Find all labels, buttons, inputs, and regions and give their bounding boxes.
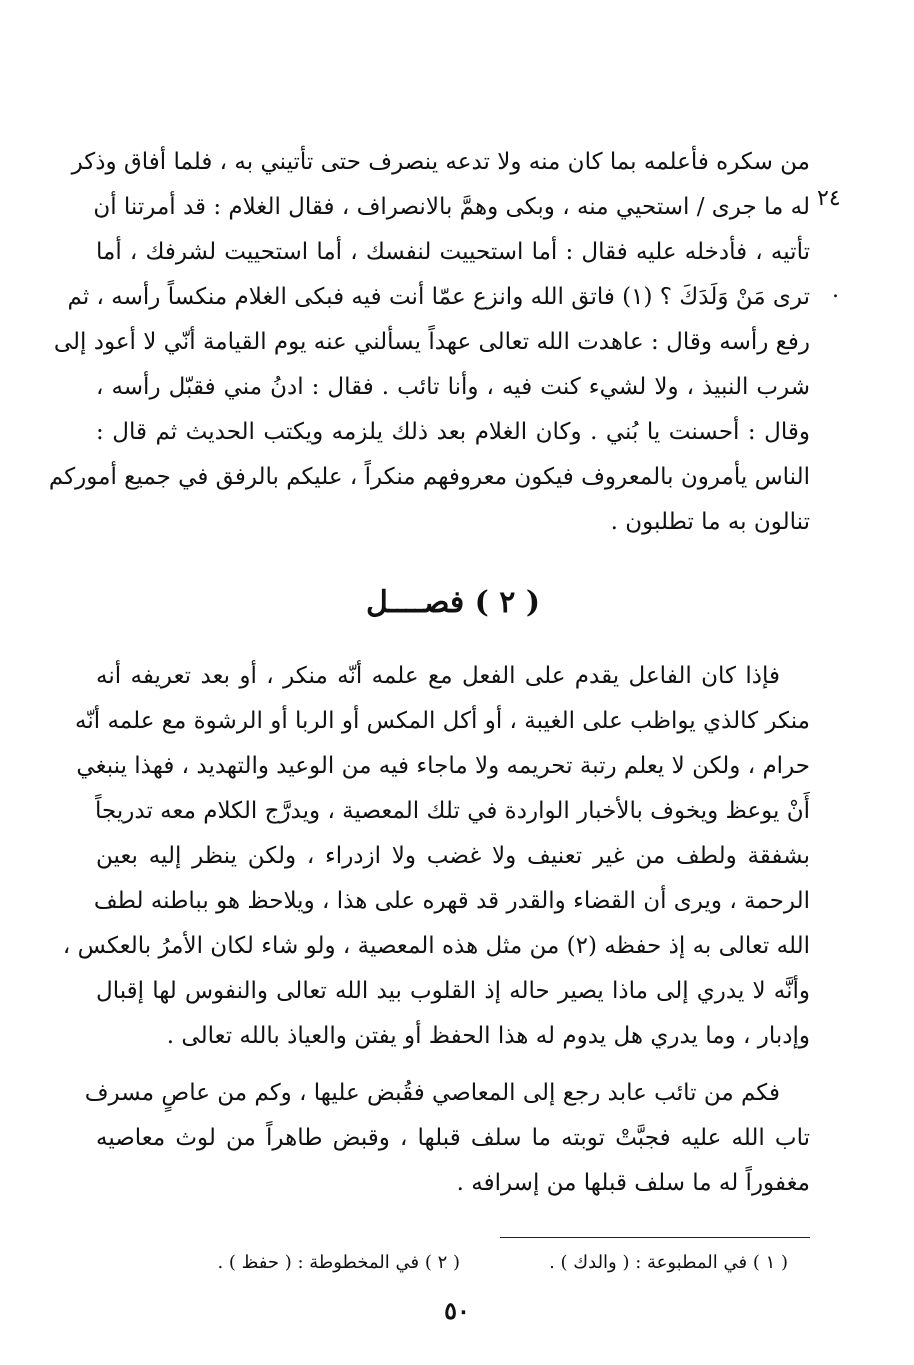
text-line: بشفقة ولطف من غير تعنيف ولا غضب ولا ازدراء ، ولكن ينظر إليه بعين xyxy=(96,843,810,869)
text-line: فكم من تائب عابد رجع إلى المعاصي فقُبض عليها ، وكم من عاصٍ مسرف xyxy=(84,1080,780,1106)
section-heading: ( ٢ ) فصــــل xyxy=(365,585,541,620)
text-line: وإدبار ، وما يدري هل يدوم له هذا الحفظ أو يفتن والعياذ بالله تعالى . xyxy=(166,1023,810,1049)
text-line: من سكره فأعلمه بما كان منه ولا تدعه ينصرف حتى تأتيني به ، فلما أفاق وذكر xyxy=(71,149,810,175)
text-line: رفع رأسه وقال : عاهدت الله تعالى عهداً يسألني عنه يوم القيامة أنّي لا أعود إلى xyxy=(53,329,810,355)
margin-line-number: ٢٤ xyxy=(817,186,841,211)
text-line: فإذا كان الفاعل يقدم على الفعل مع علمه أنّه منكر ، أو بعد تعريفه أنه xyxy=(96,663,780,689)
text-line: تنالون به ما تطلبون . xyxy=(610,509,810,535)
footnote-1: ( ١ ) في المطبوعة : ( والدك ) . xyxy=(549,1252,788,1273)
text-line: الله تعالى به إذ حفظه (٢) من مثل هذه المعصية ، ولو شاء لكان الأمرُ بالعكس ، xyxy=(62,933,810,959)
text-line: ترى مَنْ وَلَدَكَ ؟ (١) فاتق الله وانزع عمّا أنت فيه فبكى الغلام منكساً رأسه ، ثم xyxy=(67,284,810,310)
text-line: مغفوراً له ما سلف قبلها من إسرافه . xyxy=(456,1170,810,1196)
top-paragraph xyxy=(48,140,810,545)
text-line: أَنْ يوعظ ويخوف بالأخبار الواردة في تلك المعصية ، ويدرَّج الكلام معه تدريجاً xyxy=(95,798,810,824)
text-line: له ما جرى / استحيي منه ، وبكى وهمَّ بالانصراف ، فقال الغلام : قد أمرتنا أن xyxy=(93,194,810,220)
footnote-2: ( ٢ ) في المخطوطة : ( حفظ ) . xyxy=(217,1252,460,1273)
text-line: منكر كالذي يواظب على الغيبة ، أو أكل المكس أو الربا أو الرشوة مع علمه أنّه xyxy=(75,708,810,734)
text-line: الناس يأمرون بالمعروف فيكون معروفهم منكراً ، عليكم بالرفق في جميع أموركم xyxy=(48,464,810,490)
footnote-divider xyxy=(500,1237,810,1238)
text-line: شرب النبيذ ، ولا لشيء كنت فيه ، وأنا تائب . فقال : ادنُ مني فقبّل رأسه ، xyxy=(96,374,810,400)
paragraph-3 xyxy=(84,1071,810,1206)
text-line: تأتيه ، فأدخله عليه فقال : أما استحييت لنفسك ، أما استحييت لشرفك ، أما xyxy=(96,239,810,265)
text-line: وأنَّه لا يدري إلى ماذا يصير حاله إذ القلوب بيد الله تعالى والنفوس لها إقبال xyxy=(96,978,810,1004)
margin-mark: . xyxy=(832,278,839,303)
text-line: حرام ، ولكن لا يعلم رتبة تحريمه ولا ماجاء فيه من الوعيد والتهديد ، فهذا ينبغي xyxy=(76,753,810,779)
page-number: ٥٠ xyxy=(444,1296,470,1325)
text-line: الرحمة ، ويرى أن القضاء والقدر قد قهره على هذا ، ويلاحظ هو بباطنه لطف xyxy=(93,888,810,914)
paragraph-2 xyxy=(62,654,810,1059)
text-line: وقال : أحسنت يا بُني . وكان الغلام بعد ذلك يلزمه ويكتب الحديث ثم قال : xyxy=(96,419,810,445)
text-line: تاب الله عليه فجبَّتْ توبته ما سلف قبلها ، وقبض طاهراً من لوث معاصيه xyxy=(96,1125,810,1151)
